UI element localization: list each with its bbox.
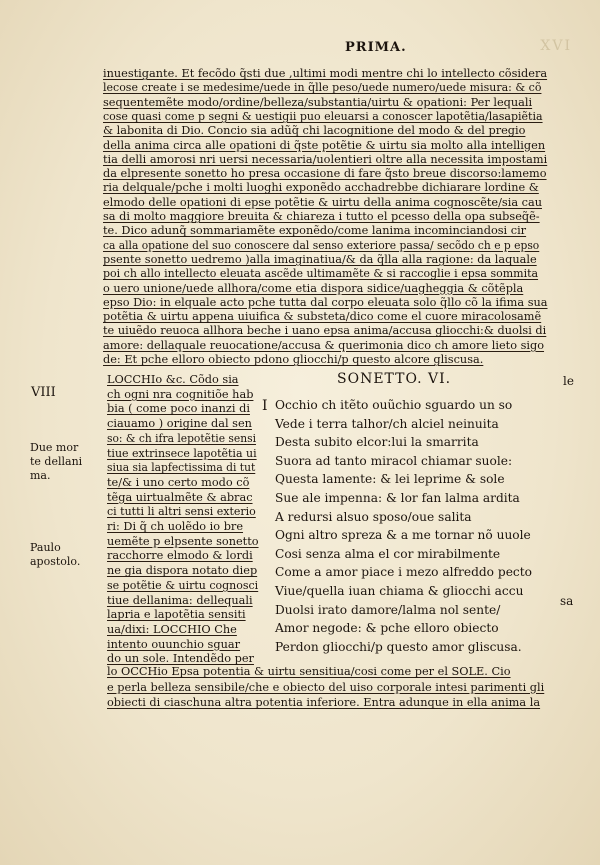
text-line: intento ouunchio sguar xyxy=(107,637,240,651)
text-line: cose quasi come p segni & uestigii puo eleuarsi a conoscer lapotẽtia/lasapiẽtia xyxy=(103,109,543,123)
text-line: se potẽtie & uirtu cognosci xyxy=(107,578,259,592)
text-line: so: & ch ifra lepotẽtie sensi xyxy=(107,431,257,445)
text-line: ua/dixi: LOCCHIO Che xyxy=(107,622,237,636)
text-line: ch ogni nra cognitiõe hab xyxy=(107,387,254,401)
sonnet-line: Duolsi irato damore/lalma nol sente/ xyxy=(275,602,501,617)
text-line: ne gia dispora notato diep xyxy=(107,564,258,578)
text-line: sa di molto maggiore breuita & chiareza i tutto el pcesso della opa subseq̃ẽ- xyxy=(103,210,540,223)
sonnet-line: Suora ad tanto miracol chiamar suole: xyxy=(275,453,513,468)
sonnet-line: Perdon gliocchi/p questo amor gliscusa. xyxy=(275,639,522,654)
text-line: ri: Di q̃ ch uolẽdo io bre xyxy=(107,520,244,533)
margin-note: VIII xyxy=(31,385,56,400)
text-line: te/& i uno certo modo cõ xyxy=(107,475,250,489)
text-line: LOCCHIo &c. Cõdo sia xyxy=(107,373,239,386)
text-line: lo OCCHio Epsa potentia & uirtu sensitiua/cosi come per el SOLE. Cio xyxy=(107,665,511,678)
text-line: racchorre elmodo & lordi xyxy=(107,549,253,563)
sonnet-line: Viue/quella iuan chiama & gliocchi accu xyxy=(275,584,524,598)
sonnet-title: SONETTO. VI. xyxy=(337,371,452,387)
text-line: ciauamo ) origine dal sen xyxy=(107,417,252,431)
text-line: tia delli amorosi nri uersi necessaria/uolentieri oltre alla necessita impostami xyxy=(103,152,548,166)
text-line: uemẽte p elpsente sonetto xyxy=(107,534,259,548)
margin-note: Due mor te dellani ma. xyxy=(30,441,83,482)
text-line: e perla belleza sensibile/che e obiecto del uiso corporale intesi parimenti gli xyxy=(107,680,545,694)
faded-running-head: XVI xyxy=(540,38,572,54)
text-line: obiecti di ciaschuna altra potentia inferiore. Entra adunque in ella anima la xyxy=(107,696,541,709)
text-line: ria delquale/pche i molti luoghi exponẽdo acchadrebbe dichiarare lordine & xyxy=(103,181,539,195)
text-line: da elpresente sonetto ho presa occasione di fare q̃sto breue discorso:lamemo xyxy=(103,167,547,181)
text-line: della anima circa alle opationi di q̃ste potẽtie & uirtu sia molto alla intelligen xyxy=(103,138,546,152)
text-line: & labonita di Dio. Concio sia adũq̃ chi lacognitione del modo & del pregio xyxy=(103,124,526,138)
sonnet-initial: I xyxy=(262,398,268,414)
text-line: o uero unione/uede allhora/come etia dispora sidice/uagheggia & cõtẽpla xyxy=(103,281,524,295)
text-line: sequentemẽte modo/ordine/belleza/substantia/uirtu & opationi: Per lequali xyxy=(103,95,533,109)
text-line: tiue extrinsece lapotẽtia ui xyxy=(107,446,257,460)
sonnet-line: Cosi senza alma el cor mirabilmente xyxy=(275,546,501,561)
sonnet-line: Sue ale impenna: & lor fan lalma ardita xyxy=(275,491,520,505)
sonnet-line: Ogni altro spreza & a me tornar nõ uuole xyxy=(275,528,531,543)
catchword-le: le xyxy=(563,374,574,388)
sonnet-line: Amor negode: & pche elloro obiecto xyxy=(275,621,499,636)
running-head: PRIMA. xyxy=(345,40,407,55)
text-line: inuestigante. Et fecõdo q̃sti due ,ultimi modi mentre chi lo intellecto cõsidera xyxy=(103,67,548,80)
text-line: do un sole. Intendẽdo per xyxy=(107,652,254,666)
text-line: te uiuẽdo reuoca allhora beche i uano epsa anima/accusa gliocchi:& duolsi di xyxy=(103,324,547,338)
text-line: psente sonetto uedremo )alla imaginatiua/& da q̃lla alla ragione: da laquale xyxy=(103,252,537,266)
text-line: siua sia lapfectissima di tut xyxy=(107,461,256,475)
text-line: elmodo delle opationi di epse potẽtie & uirtu della anima cognoscẽte/sia cau xyxy=(103,195,542,209)
sonnet-line: Questa lamente: & lei leprime & sole xyxy=(275,472,505,487)
catchword-sa: sa xyxy=(560,594,574,608)
text-line: de: Et pche elloro obiecto pdono gliocchi/p questo alcore gliscusa. xyxy=(103,353,484,366)
text-line: epso Dio: in elquale acto pche tutta dal corpo eleuata solo q̃llo cõ la ifima sua xyxy=(103,295,548,309)
text-line: tiue dellanima: dellequali xyxy=(107,593,253,607)
text-line: tẽga uirtualmẽte & abrac xyxy=(107,490,253,504)
text-line: lapria e lapotẽtia sensiti xyxy=(107,608,246,622)
sonnet-line: Desta subito elcor:lui la smarrita xyxy=(275,435,479,450)
text-line: potẽtia & uirtu appena uiuifica & substeta/dico come el cuore miracolosamẽ xyxy=(103,310,542,324)
sonnet-line: Vede i terra talhor/ch alciel neinuita xyxy=(275,416,499,431)
margin-note: Paulo apostolo. xyxy=(30,541,81,568)
text-line: te. Dico adunq̃ sommariamẽte exponẽdo/come lanima incominciandosi cir xyxy=(103,224,527,238)
text-line: lecose create i se medesime/uede in q̃lle peso/uede numero/uede misura: & cõ xyxy=(103,81,542,95)
text-line: bia ( come poco inanzi di xyxy=(107,402,250,416)
text-line: ca alla opatione del suo conoscere dal senso exteriore passa/ secõdo ch e p epso xyxy=(103,238,540,252)
sonnet-line: Come a amor piace i mezo alfreddo pecto xyxy=(275,565,532,580)
text-line: amore: dellaquale reuocatione/accusa & querimonia dico ch amore lieto sigo xyxy=(103,338,545,352)
text-line: ci tutti li altri sensi exterio xyxy=(107,505,256,519)
text-line: poi ch allo intellecto eleuata ascẽde ultimamẽte & si raccoglie i epsa sommita xyxy=(103,267,539,281)
sonnet-line: Occhio ch itẽto ouũchio sguardo un so xyxy=(275,398,513,412)
sonnet-line: A redursi alsuo sposo/oue salita xyxy=(275,509,472,524)
